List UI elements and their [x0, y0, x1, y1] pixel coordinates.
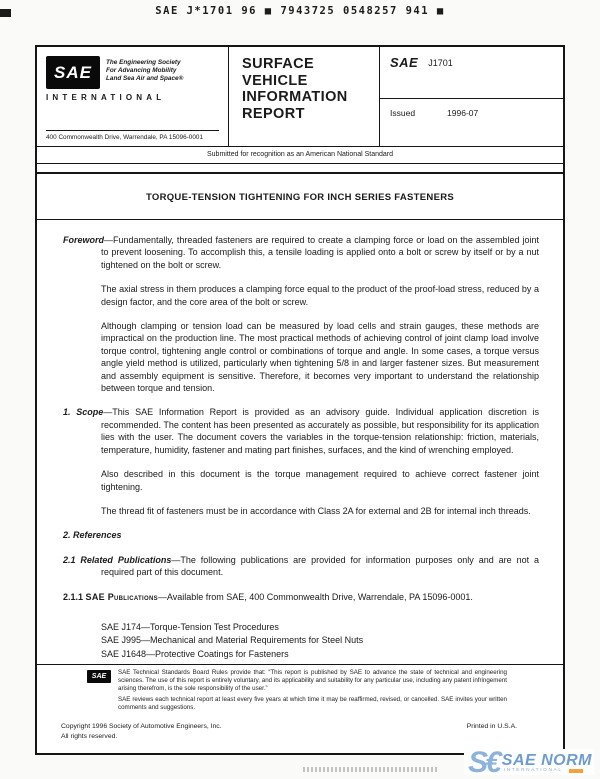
sae-norm-accent [569, 769, 583, 773]
sae-norm-watermark [464, 746, 594, 779]
sae-footer-logo-icon: SAE [87, 670, 111, 683]
publisher-block [37, 47, 229, 146]
issued-date: 1996-07 [447, 108, 479, 118]
sae-norm-name: SAE NORM [501, 752, 592, 769]
title-band [37, 172, 563, 220]
document-number-row [380, 47, 563, 99]
publication-item: SAE J995—Mechanical and Material Requirements for Steel Nuts [101, 635, 364, 646]
society-line: Land Sea Air and Space® [106, 75, 184, 82]
copyright-notice: Copyright 1996 Society of Automotive Engineers, Inc. [61, 723, 222, 730]
publication-item: SAE J174—Torque-Tension Test Procedures [101, 621, 279, 632]
doc-type-line: REPORT [242, 105, 305, 122]
document-header [37, 47, 563, 147]
document-page [35, 45, 565, 755]
footer-legal-block [37, 665, 563, 716]
doc-type-line: SURFACE [242, 56, 315, 72]
torque-management-paragraph: Also described in this document is the torque management required to achieve correct fastener joint tightening. [101, 469, 539, 492]
related-publications-label: 2.1 Related Publications [63, 554, 172, 565]
scope-text: —This SAE Information Report is provided as an advisory guide. Individual application discretion is recommended. The content has been presented as accurately as possible, but responsibility for its application lies with the user. The document covers the variables in the torque-tension relationship: friction, materials, temperature, humidity, fastener and mating part finishes, surfaces, and the kind of wrenching employed. [101, 407, 540, 455]
rights-notice: All rights reserved. [61, 732, 118, 740]
related-publications-text: —The following publications are provided for information purposes only and are not a required part of this document. [101, 554, 539, 578]
page-footer [37, 664, 563, 753]
sae-norm-subrow [502, 768, 592, 773]
international-label: INTERNATIONAL [46, 93, 166, 102]
sae-wordmark: SAE [390, 55, 419, 70]
document-number-block [380, 47, 563, 146]
issued-label: Issued [390, 108, 416, 118]
doc-type-line: VEHICLE [242, 72, 308, 89]
sae-publications-number: 2.1.1 [63, 591, 86, 602]
copyright-row [37, 716, 563, 741]
sae-publications-text: —Available from SAE, 400 Commonwealth Drive, Warrendale, PA 15096-0001. [157, 591, 473, 602]
foreword-text: —Fundamentally, threaded fasteners are required to create a clamping force or load on the assembled joint to prevent loosening. To accomplish this, a tensile loading is applied onto a bolt or screw by itself or by a nut tightened on the bolt or screw. [101, 235, 539, 270]
sae-publications-section [63, 591, 539, 603]
document-body [37, 220, 563, 661]
footer-legal-text [118, 669, 507, 716]
society-line: The Engineering Society [106, 59, 181, 66]
printed-notice: Printed in U.S.A. [466, 723, 517, 730]
foreword-label: Foreword [63, 235, 105, 245]
copyright-block [61, 722, 222, 741]
thread-fit-paragraph: The thread fit of fasteners must be in accordance with Class 2A for external and 2B for internal inch threads. [101, 505, 531, 516]
sae-publications-label: SAE Publications [85, 591, 158, 602]
society-tagline [106, 56, 183, 89]
scan-artifact [0, 9, 11, 17]
standards-board-notice: SAE Technical Standards Board Rules provide that: “This report is published by SAE to advance the state of technical and engineering sciences. The use of this report is entirely voluntary, and its applicability and suitability for any particular use, including any patent infringement arising therefrom, is the sole responsibility of the user.” [118, 669, 507, 692]
publisher-address: 400 Commonwealth Drive, Warrendale, PA 15096-0001 [46, 134, 204, 141]
clamping-methods-paragraph: Although clamping or tension load can be measured by load cells and strain gauges, these methods are impractical on the production line. The most practical methods of achieving control of joint clamp load involve torque control, tightening angle control or combinations of torque and angle. In some cases, a torque versus angle yield method is utilized, particularly when tightening 5/8 in and larger fastener sizes. But measurement and assembly equipment is sensitive. Therefore, it becomes very important to understand the relationship between torque and tension. [101, 321, 539, 394]
doc-type-line: INFORMATION [242, 89, 348, 105]
sae-logo-icon: SAE [46, 56, 100, 89]
publication-item: SAE J1648—Protective Coatings for Fasteners [101, 648, 289, 659]
illegible-fine-print [303, 767, 438, 772]
review-policy-notice: SAE reviews each technical report at least every five years at which time it may be reaffirmed, revised, or cancelled. SAE invites your written comments and suggestions. [118, 696, 507, 712]
document-title: TORQUE-TENSION TIGHTENING FOR INCH SERIES FASTENERS [145, 192, 455, 203]
sae-norm-subtitle: INTERNATIONAL [503, 768, 563, 773]
document-number: J1701 [428, 58, 453, 68]
issued-row [380, 99, 563, 118]
document-type-block [229, 47, 380, 146]
ansi-note: Submitted for recognition as an American National Standard [37, 147, 563, 164]
foreword-paragraph [63, 234, 539, 271]
scan-header-code: SAE J*1701 96 ■ 7943725 0548257 941 ■ [155, 5, 445, 17]
references-heading: 2. References [63, 530, 122, 541]
sae-norm-logo-icon: S€ [468, 746, 499, 779]
publisher-logo-row [46, 56, 219, 89]
axial-stress-paragraph: The axial stress in them produces a clamping force equal to the product of the proof-load stress, reduced by a design factor, and the core area of the bolt or screw. [101, 284, 539, 307]
related-publications-section [63, 554, 539, 579]
scope-section [63, 406, 539, 456]
scope-label: 1. Scope [63, 407, 104, 418]
publications-list [101, 621, 539, 660]
society-line: For Advancing Mobility [106, 67, 177, 74]
sae-norm-text-block [502, 751, 592, 773]
